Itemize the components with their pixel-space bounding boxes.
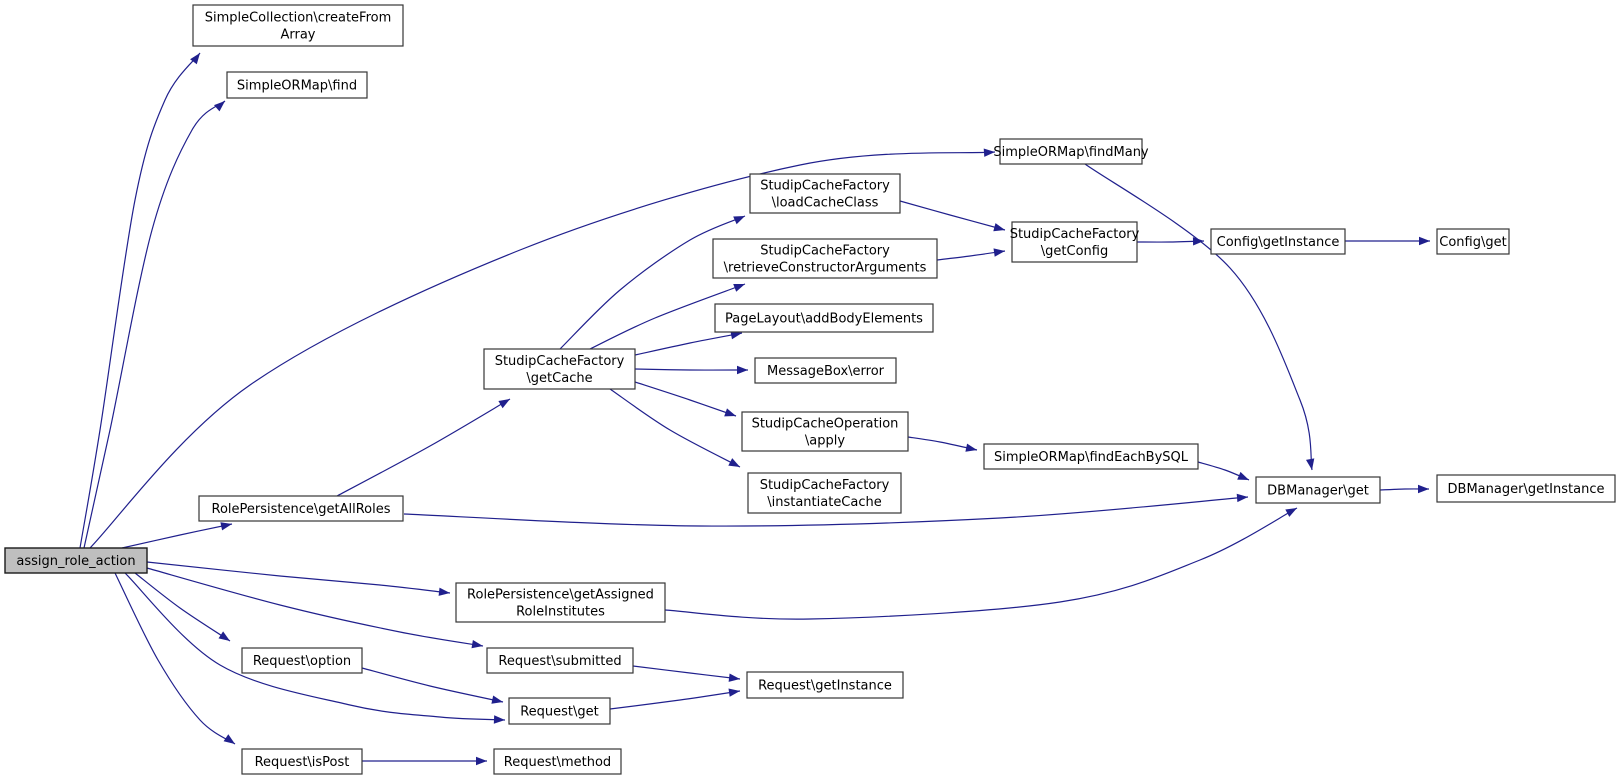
node-assign_role_action[interactable] [5,548,147,573]
arrowhead-getAllRoles-to-getCache [498,399,510,408]
edge-getCache-to-apply [635,382,736,416]
arrowhead-requestGet-to-requestGetInstance [729,689,741,697]
node-label-retrieveConstructorArguments-line1: \retrieveConstructorArguments [723,260,927,276]
node-getCache[interactable] [484,349,635,389]
node-label-retrieveConstructorArguments-line0: StudipCacheFactory [760,243,890,259]
node-label-requestGetInstance-line0: Request\getInstance [758,678,892,694]
node-label-requestOption-line0: Request\option [252,654,352,669]
arrowhead-configGetInstance-to-configGet [1419,237,1430,245]
node-configGet[interactable] [1437,229,1509,254]
nodes-layer [5,5,1615,774]
node-label-dbGet-line0: DBManager\get [1267,483,1369,499]
arrowhead-getAllRoles-to-dbGet [1237,494,1248,502]
node-label-messageBoxError-line0: MessageBox\error [767,364,884,379]
arrowhead-assign_role_action-to-requestSubmitted [472,640,484,648]
node-label-requestIsPost-line0: Request\isPost [254,755,350,770]
node-requestIsPost[interactable] [242,749,362,774]
node-getConfig[interactable] [1010,222,1140,262]
node-requestOption[interactable] [242,648,362,673]
node-dbGetInstance[interactable] [1437,475,1615,502]
arrowhead-dbGet-to-dbGetInstance [1418,485,1429,493]
node-label-getCache-line1: \getCache [526,371,593,386]
node-apply[interactable] [742,412,908,451]
node-requestGetInstance[interactable] [747,672,903,698]
arrowhead-assign_role_action-to-find [214,101,225,111]
edge-requestSubmitted-to-requestGetInstance [633,666,740,679]
node-label-apply-line1: \apply [804,433,846,449]
node-retrieveConstructorArguments[interactable] [713,239,937,278]
node-label-getConfig-line1: \getConfig [1040,244,1109,259]
node-label-assign_role_action-line0: assign_role_action [16,554,136,569]
arrowhead-apply-to-findEachBySQL [965,444,977,452]
node-findEachBySQL[interactable] [984,444,1198,469]
node-label-getAssignedRoleInstitutes-line1: RoleInstitutes [516,604,605,620]
node-label-find-line0: SimpleORMap\find [236,78,358,94]
node-label-loadCacheClass-line1: \loadCacheClass [771,195,879,211]
node-label-getAllRoles-line0: RolePersistence\getAllRoles [211,502,391,517]
node-label-dbGetInstance-line0: DBManager\getInstance [1447,482,1605,497]
node-configGetInstance[interactable] [1211,229,1345,254]
arrowhead-getCache-to-messageBoxError [737,366,748,374]
arrowhead-getAssignedRoleInstitutes-to-dbGet [1285,508,1297,517]
node-label-apply-line0: StudipCacheOperation [751,416,899,432]
node-label-instantiateCache-line1: \instantiateCache [767,495,882,510]
edge-getAssignedRoleInstitutes-to-dbGet [665,508,1297,619]
arrowhead-assign_role_action-to-getAllRoles [220,522,232,530]
node-loadCacheClass[interactable] [750,174,900,213]
arrowhead-loadCacheClass-to-getConfig [993,223,1005,231]
edge-getCache-to-addBodyElements [635,333,742,355]
node-getAllRoles[interactable] [199,496,403,521]
arrowhead-getCache-to-instantiateCache [728,458,740,467]
edge-assign_role_action-to-getAllRoles [122,524,232,548]
edge-getAllRoles-to-getCache [337,399,510,496]
node-find[interactable] [227,72,367,98]
arrowhead-getCache-to-retrieveConstructorArguments [733,284,745,292]
node-label-findEachBySQL-line0: SimpleORMap\findEachBySQL [993,450,1189,465]
edge-assign_role_action-to-requestOption [135,573,230,641]
node-dbGet[interactable] [1256,477,1380,503]
edge-getCache-to-instantiateCache [610,389,740,467]
edge-requestGet-to-requestGetInstance [610,691,740,709]
node-createFromArray[interactable] [193,5,403,46]
node-label-requestGet-line0: Request\get [520,704,599,720]
edge-assign_role_action-to-createFromArray [80,53,200,548]
node-addBodyElements[interactable] [715,304,933,332]
node-requestMethod[interactable] [494,749,621,774]
node-label-addBodyElements-line0: PageLayout\addBodyElements [725,311,923,327]
arrowhead-getCache-to-loadCacheClass [733,216,745,224]
edge-assign_role_action-to-requestIsPost [115,573,235,744]
node-label-configGet-line0: Config\get [1439,235,1507,250]
node-label-getConfig-line0: StudipCacheFactory [1009,227,1140,242]
edge-assign_role_action-to-find [84,101,225,548]
node-label-instantiateCache-line0: StudipCacheFactory [759,478,890,493]
arrowhead-requestOption-to-requestGet [491,696,503,704]
node-label-configGetInstance-line0: Config\getInstance [1216,235,1340,250]
edge-findMany-to-dbGet [1085,164,1312,470]
node-label-createFromArray-line0: SimpleCollection\createFrom [204,10,392,26]
arrowhead-requestIsPost-to-requestMethod [476,757,487,765]
arrowhead-assign_role_action-to-requestGet [494,715,505,723]
arrowhead-findEachBySQL-to-dbGet [1237,472,1249,480]
node-findMany[interactable] [993,139,1149,164]
arrowhead-findMany-to-dbGet [1306,458,1314,470]
node-messageBoxError[interactable] [755,358,896,383]
node-label-requestMethod-line0: Request\method [503,755,612,770]
edge-assign_role_action-to-getAssignedRoleInstitutes [147,562,450,593]
arrowhead-retrieveConstructorArguments-to-getConfig [994,248,1006,256]
node-label-getAssignedRoleInstitutes-line0: RolePersistence\getAssigned [467,587,654,603]
arrowhead-assign_role_action-to-requestIsPost [224,734,235,744]
edge-requestOption-to-requestGet [362,668,503,702]
arrowhead-getConfig-to-configGetInstance [1193,237,1204,245]
node-label-findMany-line0: SimpleORMap\findMany [993,145,1149,160]
node-instantiateCache[interactable] [748,473,901,513]
node-label-getCache-line0: StudipCacheFactory [494,354,625,369]
edge-loadCacheClass-to-getConfig [900,201,1005,230]
arrowhead-assign_role_action-to-requestOption [219,631,231,641]
edge-getCache-to-messageBoxError [635,369,748,370]
node-requestGet[interactable] [509,698,610,724]
node-label-requestSubmitted-line0: Request\submitted [498,654,622,669]
arrowhead-assign_role_action-to-getAssignedRoleInstitutes [439,588,450,596]
arrowhead-requestSubmitted-to-requestGetInstance [729,674,740,682]
arrowhead-getCache-to-apply [724,408,736,416]
node-label-createFromArray-line1: Array [280,27,316,43]
node-getAssignedRoleInstitutes[interactable] [456,583,665,622]
node-label-loadCacheClass-line0: StudipCacheFactory [760,178,890,194]
node-requestSubmitted[interactable] [487,648,633,673]
